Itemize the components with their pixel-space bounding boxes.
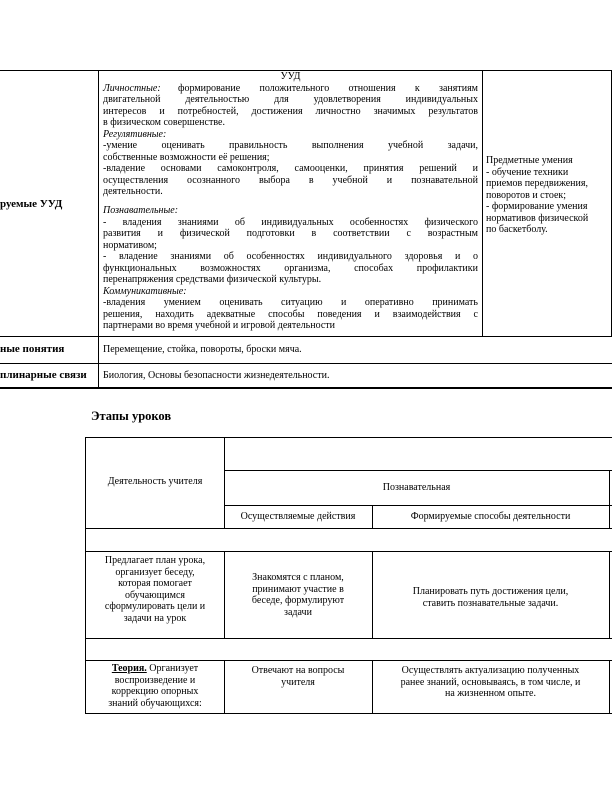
text-line: Отвечают на вопросы — [251, 665, 345, 676]
text-line: по баскетболу. — [486, 224, 548, 235]
table-border — [224, 470, 612, 471]
text-line: ранее знаний, основываясь, в том числе, и — [400, 676, 581, 688]
text-line: двигательной деятельностью для удовлетворения индивидуальных — [103, 94, 478, 105]
links-value: Биология, Основы безопасности жизнедеятельности. — [103, 370, 330, 381]
table-border — [98, 70, 99, 388]
table-border — [85, 713, 612, 714]
table-border — [224, 505, 612, 506]
text-line: воспроизведение и — [114, 674, 196, 686]
text-line: -владения умением оценивать ситуацию и оперативно принимать — [103, 297, 478, 308]
table-border — [85, 437, 612, 438]
text-line: собственные возможности её решения; — [103, 151, 270, 163]
row-label-links: плинарные связи — [0, 369, 87, 381]
table-border — [482, 70, 483, 336]
concepts-value: Перемещение, стойка, повороты, броски мяча. — [103, 344, 302, 355]
column-header-methods: Формируемые способы деятельности — [410, 511, 571, 522]
text-line: нормативом; — [103, 239, 157, 251]
text-line: Осуществлять актуализацию полученных — [401, 665, 580, 676]
text-line: задачи — [284, 606, 312, 618]
table-border — [0, 363, 612, 364]
table-border — [609, 470, 610, 528]
text-line: сформулировать цели и — [104, 601, 206, 612]
poznavatelnye-heading: Познавательные: — [103, 205, 179, 216]
stages-heading: Этапы уроков — [91, 409, 172, 423]
text-line: развития и физической подготовки в соответствии с возрастным — [103, 228, 478, 239]
text-line: ставить познавательные задачи. — [422, 597, 559, 609]
table-border — [85, 551, 612, 552]
table-border — [609, 551, 610, 638]
text-line: нормативов физической — [486, 212, 589, 224]
table-border — [85, 528, 224, 529]
table-border — [224, 528, 612, 529]
text-line: учителя — [281, 676, 315, 688]
table-border — [85, 660, 612, 661]
text-line: Предметные умения — [486, 155, 573, 166]
row-label-concepts: ные понятия — [0, 343, 65, 355]
text-line: коррекцию опорных — [111, 686, 199, 697]
text-line: которая помогает — [118, 578, 192, 589]
theory-label: Теория. — [111, 663, 147, 674]
row-label-uud: руемые УУД — [0, 198, 63, 210]
table-border — [609, 660, 610, 713]
regulyativnye-heading: Регулятивные: — [103, 128, 167, 140]
text-line: Знакомятся с планом, — [252, 572, 344, 583]
text-line: на жизненном опыте. — [444, 688, 536, 699]
kommunikativnye-heading: Коммуникативные: — [103, 285, 187, 297]
text-line: деятельности. — [103, 186, 163, 197]
lichnostnye-line — [103, 83, 478, 95]
text-line: задачи на урок — [123, 612, 187, 624]
text-line: партнерами во время учебной и игровой деятельности — [103, 320, 335, 331]
text-line: беседе, формулируют — [251, 595, 345, 606]
text-line: -умение оценивать правильность выполнения учебной задачи, — [103, 140, 478, 151]
table-border — [0, 387, 612, 389]
text-line: принимают участие в — [252, 583, 344, 595]
text-line: интересов и потребностей, достижения личностно значимых результатов — [103, 105, 478, 117]
text-line — [86, 663, 224, 675]
text-line: Планировать путь достижения цели, — [412, 586, 569, 597]
lichnostnye-text: формирование положительного отношения к занятиям — [178, 82, 478, 94]
subject-skills-cell — [486, 155, 612, 255]
text-line: функциональных возможностях организма, способах профилактики — [103, 262, 478, 274]
text-line: - обучение техники — [486, 166, 569, 178]
text-line: приемов передвижения, — [486, 178, 588, 189]
column-header-cognitive: Познавательная — [382, 482, 451, 493]
theory-text: Организует — [146, 663, 199, 674]
text-line: - владения знаниями об индивидуальных особенностях физического — [103, 216, 478, 228]
text-line: организует беседу, — [115, 566, 195, 578]
table-border — [85, 638, 612, 639]
text-line: поворотов и стоек; — [486, 189, 567, 201]
text-line: - владение знаниями об особенностях индивидуального здоровья и о — [103, 251, 478, 262]
uud-title: УУД — [280, 71, 301, 82]
text-line: знаний обучающихся: — [108, 697, 202, 709]
text-line: -владение основами самоконтроля, самооценки, принятия решений и — [103, 163, 478, 174]
column-header-teacher: Деятельность учителя — [107, 476, 203, 487]
text-line: решения, находить адекватные способы поведения и взаимодействия с — [103, 308, 478, 320]
text-line: осуществления осознанного выбора в учебной и познавательной — [103, 174, 478, 186]
column-header-actions: Осуществляемые действия — [240, 511, 356, 522]
text-line: - формирование умения — [486, 201, 588, 212]
lichnostnye-heading: Личностные: — [103, 82, 161, 94]
text-line: перенапряжения средствами физической культуры. — [103, 274, 322, 285]
text-line: Предлагает план урока, — [104, 555, 206, 566]
text-line: обучающимся — [124, 589, 186, 601]
text-line: в физическом совершенстве. — [103, 117, 225, 128]
table-border — [0, 336, 612, 337]
